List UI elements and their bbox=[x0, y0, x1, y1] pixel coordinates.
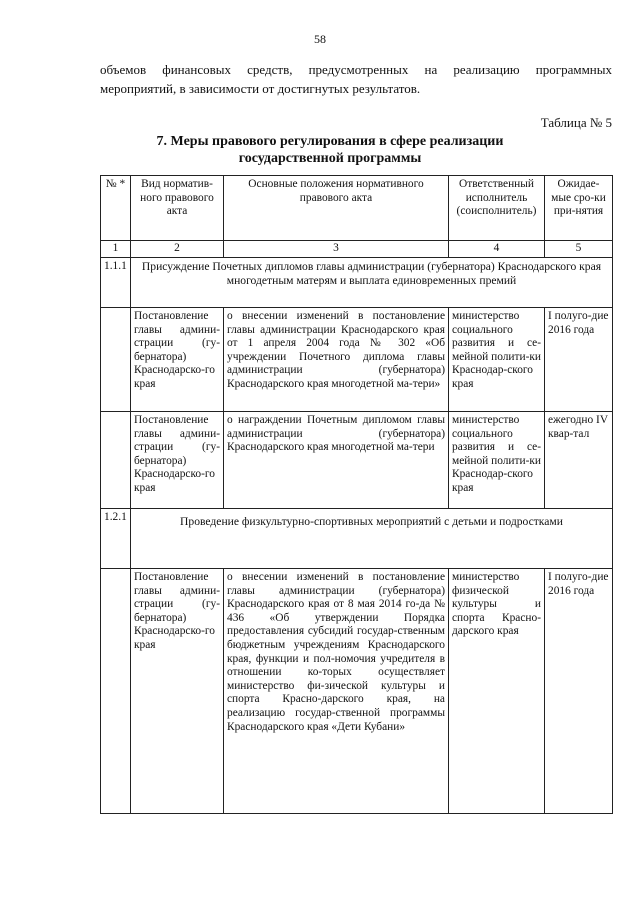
column-number: 4 bbox=[449, 241, 545, 258]
executor-cell: министерство физической культуры и спорта Красно-дарского края bbox=[449, 569, 545, 814]
column-numbers-row bbox=[101, 241, 613, 258]
term-cell: ежегодно IV квар-тал bbox=[545, 412, 613, 509]
header-act-type: Вид норматив-ного правового акта bbox=[131, 176, 224, 241]
term-cell: I полуго-дие 2016 года bbox=[545, 569, 613, 814]
section-heading: Присуждение Почетных дипломов главы администрации (губернатора) Краснодарского края многодетным матерям и выплата единовременных премий bbox=[131, 258, 613, 308]
section-number: 1.1.1 bbox=[101, 258, 131, 308]
act-type-cell: Постановление главы админи-страции (гу-бернатора) Краснодарско-го края bbox=[131, 308, 224, 412]
row-number-cell bbox=[101, 308, 131, 412]
header-provisions: Основные положения нормативного правового акта bbox=[224, 176, 449, 241]
table-header-row bbox=[101, 176, 613, 241]
intro-paragraph: объемов финансовых средств, предусмотренных на реализацию программных мероприятий, в зависимости от достигнутых результатов. bbox=[100, 62, 612, 96]
term-cell: I полуго-дие 2016 года bbox=[545, 308, 613, 412]
page-number: 58 bbox=[314, 32, 326, 46]
row-number-cell bbox=[101, 569, 131, 814]
header-term: Ожидае-мые сро-ки при-нятия bbox=[545, 176, 613, 241]
section-row bbox=[101, 258, 613, 308]
table-row bbox=[101, 308, 613, 412]
act-type-cell: Постановление главы админи-страции (гу-бернатора) Краснодарско-го края bbox=[131, 412, 224, 509]
executor-cell: министерство социального развития и се-мейной полити-ки Краснодар-ского края bbox=[449, 308, 545, 412]
table-row bbox=[101, 412, 613, 509]
column-number: 2 bbox=[131, 241, 224, 258]
provisions-cell: о внесении изменений в постановление главы администрации (губернатора) Краснодарского края от 8 мая 2014 го-да № 436 «Об утверждении Порядка предоставления субсидий государ-ственным бюджетным учреждениям Краснодарского края, функции и пол-номочия учредителя в отношении ко-торых осуществляет министерство фи-зической культуры и спорта Красно-дарского края, на реализацию государ-ственной программы Краснодарского края «Дети Кубани» bbox=[224, 569, 449, 814]
provisions-cell: о награждении Почетным дипломом главы администрации (губернатора) Краснодарского края многодетной ма-тери bbox=[224, 412, 449, 509]
section-title: 7. Меры правового регулирования в сфере реализации государственной программы bbox=[156, 134, 504, 166]
table-row bbox=[101, 569, 613, 814]
section-row bbox=[101, 509, 613, 569]
act-type-cell: Постановление главы админи-страции (гу-бернатора) Краснодарско-го края bbox=[131, 569, 224, 814]
column-number: 1 bbox=[101, 241, 131, 258]
column-number: 3 bbox=[224, 241, 449, 258]
legal-measures-table bbox=[100, 175, 613, 814]
header-number: № * bbox=[101, 176, 131, 241]
column-number: 5 bbox=[545, 241, 613, 258]
provisions-cell: о внесении изменений в постановление главы администрации Краснодарского края от 1 апреля 2004 года № 302 «Об учреждении Почетного диплома главы администрации (губернатора) Краснодарского края многодетной ма-тери» bbox=[224, 308, 449, 412]
section-heading: Проведение физкультурно-спортивных мероприятий с детьми и подростками bbox=[131, 509, 613, 569]
row-number-cell bbox=[101, 412, 131, 509]
table-label: Таблица № 5 bbox=[540, 115, 612, 130]
header-executor: Ответственный исполнитель (соисполнитель) bbox=[449, 176, 545, 241]
section-number: 1.2.1 bbox=[101, 509, 131, 569]
executor-cell: министерство социального развития и се-мейной полити-ки Краснодар-ского края bbox=[449, 412, 545, 509]
